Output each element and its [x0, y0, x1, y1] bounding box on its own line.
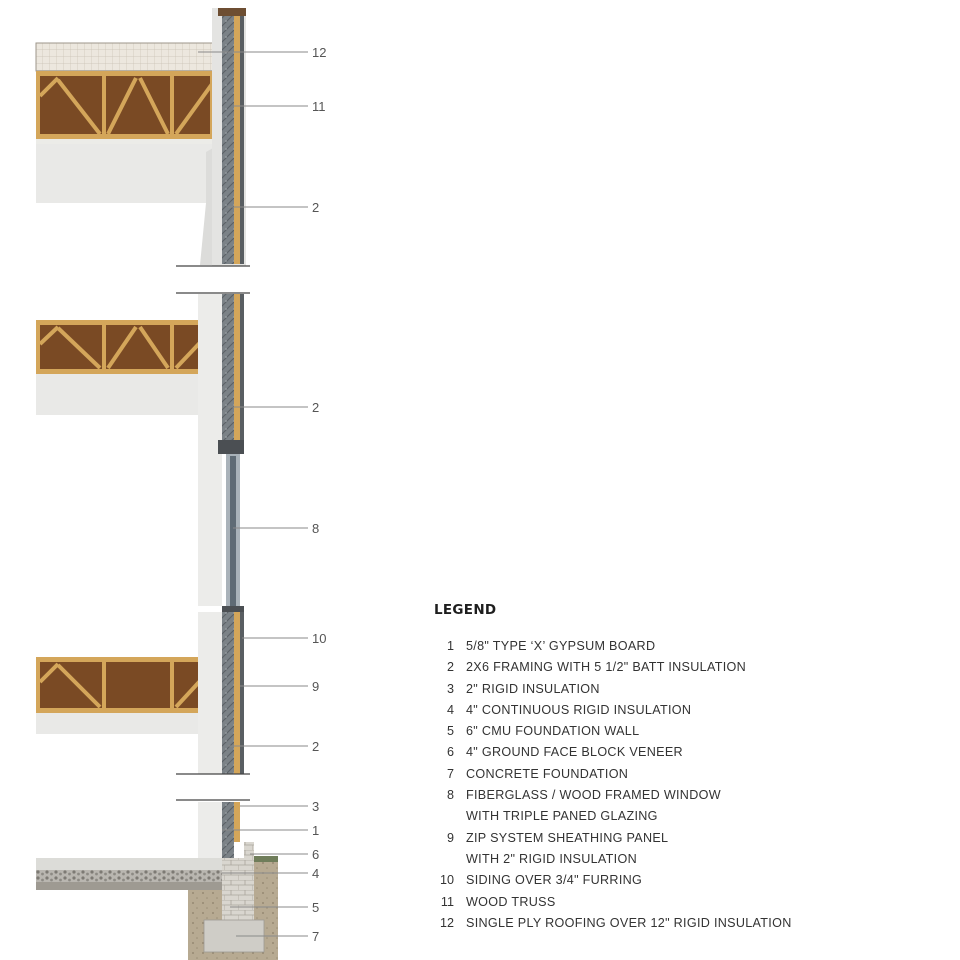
legend-title: LEGEND [434, 602, 497, 618]
legend-item [434, 657, 914, 678]
legend-item-number: 11 [440, 894, 454, 909]
legend-item-text: 2X6 FRAMING WITH 5 1/2" BATT INSULATION [466, 660, 746, 675]
callout-6: 6 [312, 847, 320, 862]
legend-item-text: 4" CONTINUOUS RIGID INSULATION [466, 702, 692, 717]
callout-7: 7 [312, 929, 320, 944]
legend-item-text: SIDING OVER 3/4" FURRING [466, 873, 643, 888]
legend-list [434, 636, 914, 934]
legend-item-number: 7 [446, 766, 454, 781]
legend-item-text: 4" GROUND FACE BLOCK VENEER [466, 745, 683, 760]
legend-item [434, 679, 914, 700]
legend-item [434, 764, 914, 785]
legend [434, 602, 914, 934]
legend-item [434, 742, 914, 763]
legend-item-text: 6" CMU FOUNDATION WALL [466, 724, 640, 739]
legend-item-number: 6 [446, 745, 454, 760]
callout-8: 8 [312, 521, 320, 536]
callout-4: 4 [312, 866, 320, 881]
legend-item-number: 5 [446, 724, 454, 739]
legend-item-text: 2" RIGID INSULATION [466, 681, 600, 696]
legend-item-number: 2 [446, 660, 454, 675]
legend-item-text: FIBERGLASS / WOOD FRAMED WINDOW [466, 788, 721, 803]
callout-11: 11 [312, 99, 326, 114]
ceiling-drywall-top [36, 144, 220, 265]
legend-item-text: SINGLE PLY ROOFING OVER 12" RIGID INSULATION [466, 915, 792, 930]
legend-item-number: 9 [446, 830, 454, 845]
legend-item-text: 5/8" TYPE ‘X’ GYPSUM BOARD [466, 639, 656, 653]
callout-9: 9 [312, 679, 320, 694]
legend-item [434, 785, 914, 828]
legend-item [434, 892, 914, 913]
callout-1: 1 [312, 823, 320, 838]
legend-item [434, 636, 914, 657]
legend-item-number: 12 [439, 915, 454, 930]
legend-item-text: CONCRETE FOUNDATION [466, 766, 629, 781]
legend-item [434, 700, 914, 721]
callout-2: 2 [312, 739, 320, 754]
legend-item-text: WOOD TRUSS [466, 894, 556, 909]
legend-item-number: 10 [439, 873, 454, 888]
legend-item-number: 4 [446, 702, 454, 717]
legend-item-text: ZIP SYSTEM SHEATHING PANEL [466, 830, 669, 845]
legend-item-number: 8 [446, 788, 454, 803]
legend-item-number: 1 [446, 639, 454, 653]
legend-item-text: WITH TRIPLE PANED GLAZING [466, 809, 658, 824]
callout-12: 12 [312, 45, 327, 60]
legend-item-text: WITH 2" RIGID INSULATION [466, 851, 637, 866]
callout-10: 10 [312, 631, 327, 646]
legend-item [434, 828, 914, 871]
legend-item-number: 3 [446, 681, 454, 696]
legend-item [434, 913, 914, 934]
callout-2: 2 [312, 200, 320, 215]
legend-item [434, 721, 914, 742]
legend-item [434, 870, 914, 891]
roof-assembly [36, 43, 232, 144]
callout-3: 3 [312, 799, 320, 814]
callout-2: 2 [312, 400, 320, 415]
callout-numbers [312, 45, 326, 944]
callout-5: 5 [312, 900, 320, 915]
